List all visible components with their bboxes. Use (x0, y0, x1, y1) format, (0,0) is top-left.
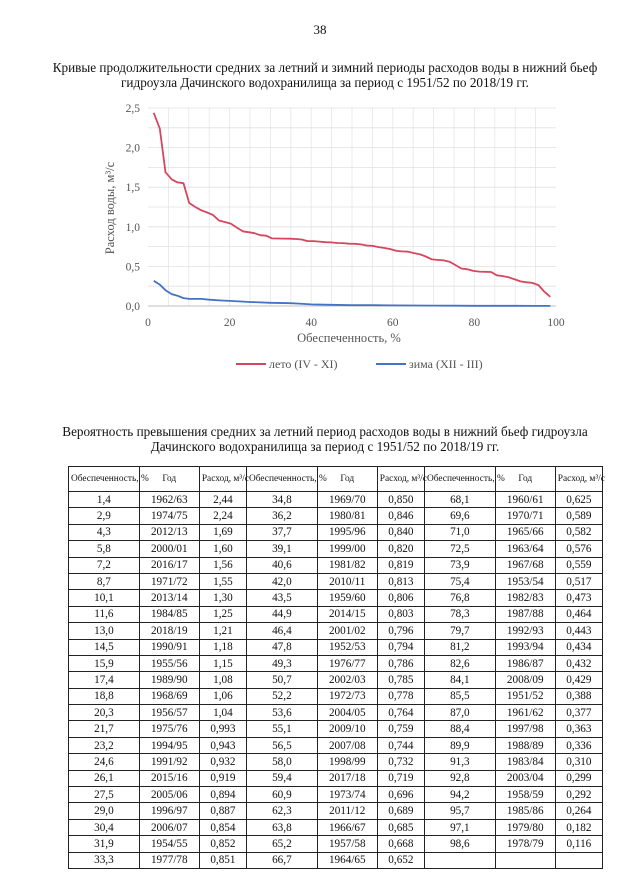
table-cell: 1980/81 (317, 508, 377, 524)
table-cell: 0,887 (199, 803, 246, 819)
y-tick-label: 0,0 (125, 301, 140, 313)
table-cell: 1,15 (199, 655, 246, 671)
table-cell: 4,3 (69, 524, 140, 540)
table-cell: 1983/84 (495, 754, 555, 770)
table-row (69, 639, 603, 655)
table-cell: 0,432 (555, 655, 602, 671)
table-cell: 0,576 (555, 541, 602, 557)
table-cell: 0,852 (199, 836, 246, 852)
page-number: 38 (313, 22, 327, 37)
table-row (69, 573, 603, 589)
table-row (69, 754, 603, 770)
table-cell: 0,696 (377, 787, 424, 803)
table-cell: 1,55 (199, 573, 246, 589)
table-cell: 1972/73 (317, 688, 377, 704)
table-cell: 0,292 (555, 787, 602, 803)
table-cell: 13,0 (69, 623, 140, 639)
table-cell: 75,4 (424, 573, 495, 589)
table-row (69, 688, 603, 704)
x-tick-label: 80 (468, 317, 481, 329)
x-tick-label: 0 (145, 317, 151, 329)
table-cell: 1960/61 (495, 492, 555, 508)
table-cell: 1981/82 (317, 557, 377, 573)
table-row (69, 770, 603, 786)
y-tick-label: 2,5 (125, 103, 140, 115)
y-tick-label: 0,5 (125, 261, 140, 274)
table-cell: 2014/15 (317, 606, 377, 622)
table-cell: 2,9 (69, 508, 140, 524)
table-cell: 1966/67 (317, 819, 377, 835)
table-cell: 1998/99 (317, 754, 377, 770)
table-cell: 0,685 (377, 819, 424, 835)
table-cell: 68,1 (424, 492, 495, 508)
table-cell: 2004/05 (317, 705, 377, 721)
table-cell: 1982/83 (495, 590, 555, 606)
table-cell: 0,764 (377, 705, 424, 721)
table-cell: 78,3 (424, 606, 495, 622)
table-cell: 81,2 (424, 639, 495, 655)
table-cell: 1951/52 (495, 688, 555, 704)
table-cell: 1985/86 (495, 803, 555, 819)
table-row (69, 623, 603, 639)
table-cell: 1992/93 (495, 623, 555, 639)
table-row (69, 737, 603, 753)
table-cell: 56,5 (246, 737, 317, 753)
table-cell: 1979/80 (495, 819, 555, 835)
table-cell: 1,25 (199, 606, 246, 622)
table-cell: 1967/68 (495, 557, 555, 573)
table-title: Вероятность превышения средних за летний период расходов воды в нижний бьеф гидроузла Дачинского водохранилища за период с 1951/52 по 2018/19 гг. (62, 424, 588, 454)
table-cell: 79,7 (424, 623, 495, 639)
table-cell: 1,4 (69, 492, 140, 508)
table-cell: 8,7 (69, 573, 140, 589)
table-cell: 0,732 (377, 754, 424, 770)
table-cell: 1,18 (199, 639, 246, 655)
table-cell: 39,1 (246, 541, 317, 557)
table-cell: 1997/98 (495, 721, 555, 737)
table-cell: 0,116 (555, 836, 602, 852)
table-cell: 58,0 (246, 754, 317, 770)
table-cell: 59,4 (246, 770, 317, 786)
table-cell: 46,4 (246, 623, 317, 639)
table-row (69, 606, 603, 622)
table-cell: 11,6 (69, 606, 140, 622)
table-cell: 1,69 (199, 524, 246, 540)
table-cell: 0,820 (377, 541, 424, 557)
table-header-cell: Год (139, 467, 199, 492)
table-cell: 0,517 (555, 573, 602, 589)
table-cell: 1956/57 (139, 705, 199, 721)
table-cell: 36,2 (246, 508, 317, 524)
table-cell: 2000/01 (139, 541, 199, 557)
table-cell (424, 852, 495, 868)
table-cell: 73,9 (424, 557, 495, 573)
table-row (69, 655, 603, 671)
table-cell: 7,2 (69, 557, 140, 573)
table-cell: 1999/00 (317, 541, 377, 557)
table-cell: 47,8 (246, 639, 317, 655)
x-tick-labels (145, 317, 565, 329)
table-cell: 5,8 (69, 541, 140, 557)
table-cell: 0,363 (555, 721, 602, 737)
probability-table (68, 466, 603, 869)
table-cell: 2005/06 (139, 787, 199, 803)
table-cell: 23,2 (69, 737, 140, 753)
table-cell: 2,24 (199, 508, 246, 524)
table-cell: 2011/12 (317, 803, 377, 819)
table-cell: 15,9 (69, 655, 140, 671)
table-cell: 52,2 (246, 688, 317, 704)
table-cell: 2003/04 (495, 770, 555, 786)
table-cell: 1996/97 (139, 803, 199, 819)
table-cell: 1963/64 (495, 541, 555, 557)
table-cell: 14,5 (69, 639, 140, 655)
table-header-row (69, 467, 603, 492)
table-cell: 1957/58 (317, 836, 377, 852)
table-cell: 18,8 (69, 688, 140, 704)
table-cell: 2017/18 (317, 770, 377, 786)
table-cell: 50,7 (246, 672, 317, 688)
table-cell: 1968/69 (139, 688, 199, 704)
table-cell: 0,299 (555, 770, 602, 786)
y-tick-label: 2,0 (125, 142, 140, 155)
table-cell: 60,9 (246, 787, 317, 803)
table-cell: 2018/19 (139, 623, 199, 639)
y-tick-labels (126, 103, 141, 313)
table-cell: 0,854 (199, 819, 246, 835)
table-cell: 97,1 (424, 819, 495, 835)
table-row (69, 524, 603, 540)
table-cell: 49,3 (246, 655, 317, 671)
table-cell: 0,182 (555, 819, 602, 835)
table-cell: 33,3 (69, 852, 140, 868)
table-cell: 0,840 (377, 524, 424, 540)
table-cell: 65,2 (246, 836, 317, 852)
table-cell: 1970/71 (495, 508, 555, 524)
table-cell: 0,473 (555, 590, 602, 606)
table-cell: 37,7 (246, 524, 317, 540)
table-cell: 0,689 (377, 803, 424, 819)
table-row (69, 852, 603, 868)
table-cell: 0,625 (555, 492, 602, 508)
table-row (69, 705, 603, 721)
table-cell: 0,719 (377, 770, 424, 786)
table-row (69, 557, 603, 573)
table-cell: 0,794 (377, 639, 424, 655)
table-cell: 87,0 (424, 705, 495, 721)
table-cell: 21,7 (69, 721, 140, 737)
table-cell: 1989/90 (139, 672, 199, 688)
x-axis-label: Обеспеченность, % (297, 331, 401, 345)
table-cell: 0,850 (377, 492, 424, 508)
table-cell: 0,796 (377, 623, 424, 639)
table-cell: 0,377 (555, 705, 602, 721)
table-cell: 89,9 (424, 737, 495, 753)
table-cell: 0,786 (377, 655, 424, 671)
table-cell: 24,6 (69, 754, 140, 770)
table-row (69, 590, 603, 606)
table-row (69, 672, 603, 688)
table-cell: 2002/03 (317, 672, 377, 688)
table-header-cell: Обеспеченность, % (246, 467, 317, 492)
table-cell: 92,8 (424, 770, 495, 786)
y-tick-label: 1,0 (125, 221, 140, 234)
table-cell: 72,5 (424, 541, 495, 557)
table-cell: 1974/75 (139, 508, 199, 524)
table-cell: 63,8 (246, 819, 317, 835)
table-cell: 0,993 (199, 721, 246, 737)
table-cell: 10,1 (69, 590, 140, 606)
table-cell: 2001/02 (317, 623, 377, 639)
table-row (69, 541, 603, 557)
table-cell: 20,3 (69, 705, 140, 721)
table-cell: 1962/63 (139, 492, 199, 508)
chart-legend (236, 357, 483, 371)
table-cell: 1,21 (199, 623, 246, 639)
table-cell: 2012/13 (139, 524, 199, 540)
table-cell: 1975/76 (139, 721, 199, 737)
table-row (69, 721, 603, 737)
table-cell: 53,6 (246, 705, 317, 721)
table-cell: 0,851 (199, 852, 246, 868)
table-cell: 1976/77 (317, 655, 377, 671)
table-cell: 1993/94 (495, 639, 555, 655)
table-cell: 1971/72 (139, 573, 199, 589)
table-cell: 91,3 (424, 754, 495, 770)
table-cell: 0,744 (377, 737, 424, 753)
table-body (69, 492, 603, 869)
table-cell: 17,4 (69, 672, 140, 688)
table-cell: 0,388 (555, 688, 602, 704)
table-cell: 62,3 (246, 803, 317, 819)
table-cell: 1,60 (199, 541, 246, 557)
table-cell: 1984/85 (139, 606, 199, 622)
table-cell: 0,668 (377, 836, 424, 852)
table-cell: 2006/07 (139, 819, 199, 835)
table-cell: 40,6 (246, 557, 317, 573)
table-cell: 0,932 (199, 754, 246, 770)
y-axis-label: Расход воды, м³/с (103, 161, 117, 255)
table-header-cell: Год (317, 467, 377, 492)
table-row (69, 508, 603, 524)
table-cell: 0,652 (377, 852, 424, 868)
table-cell: 98,6 (424, 836, 495, 852)
table-cell (555, 852, 602, 868)
table-cell: 2,44 (199, 492, 246, 508)
table-header-cell: Обеспеченность, % (424, 467, 495, 492)
table-row (69, 803, 603, 819)
table-cell: 0,806 (377, 590, 424, 606)
table-cell: 1977/78 (139, 852, 199, 868)
table-cell: 0,559 (555, 557, 602, 573)
table-cell: 0,336 (555, 737, 602, 753)
table-cell: 1965/66 (495, 524, 555, 540)
table-cell: 0,429 (555, 672, 602, 688)
legend-label: зима (XII - III) (409, 357, 483, 371)
table-cell: 1958/59 (495, 787, 555, 803)
table-header-cell: Расход, м³/с (377, 467, 424, 492)
table-cell: 2009/10 (317, 721, 377, 737)
table-cell: 1954/55 (139, 836, 199, 852)
table-cell: 55,1 (246, 721, 317, 737)
table-cell: 34,8 (246, 492, 317, 508)
table-cell: 42,0 (246, 573, 317, 589)
table-cell: 69,6 (424, 508, 495, 524)
table-cell: 26,1 (69, 770, 140, 786)
y-tick-label: 1,5 (125, 182, 140, 195)
table-cell: 1990/91 (139, 639, 199, 655)
table-cell: 71,0 (424, 524, 495, 540)
table-cell: 2015/16 (139, 770, 199, 786)
table-cell: 0,759 (377, 721, 424, 737)
table-row (69, 836, 603, 852)
table-cell: 0,846 (377, 508, 424, 524)
table-row (69, 492, 603, 508)
table-cell: 1,06 (199, 688, 246, 704)
table-cell: 1991/92 (139, 754, 199, 770)
table-cell: 0,778 (377, 688, 424, 704)
table-cell: 0,443 (555, 623, 602, 639)
table-cell: 0,785 (377, 672, 424, 688)
table-cell: 95,7 (424, 803, 495, 819)
table-cell: 27,5 (69, 787, 140, 803)
table-cell: 1988/89 (495, 737, 555, 753)
table-cell: 1986/87 (495, 655, 555, 671)
table-header-cell: Расход, м³/с (199, 467, 246, 492)
table-cell: 1,08 (199, 672, 246, 688)
table-row (69, 819, 603, 835)
table-cell: 2013/14 (139, 590, 199, 606)
table-row (69, 787, 603, 803)
duration-curve-chart (86, 96, 586, 386)
table-cell: 0,813 (377, 573, 424, 589)
table-cell: 1959/60 (317, 590, 377, 606)
table-cell (495, 852, 555, 868)
table-cell: 43,5 (246, 590, 317, 606)
table-cell: 0,434 (555, 639, 602, 655)
table-cell: 2010/11 (317, 573, 377, 589)
table-cell: 29,0 (69, 803, 140, 819)
table-cell: 1964/65 (317, 852, 377, 868)
table-cell: 1953/54 (495, 573, 555, 589)
table-cell: 44,9 (246, 606, 317, 622)
x-tick-label: 60 (387, 317, 399, 329)
x-tick-label: 20 (223, 317, 236, 329)
table-cell: 84,1 (424, 672, 495, 688)
table-cell: 30,4 (69, 819, 140, 835)
chart-title: Кривые продолжительности средних за летний и зимний периоды расходов воды в нижний бьеф гидроузла Дачинского водохранилища за период с 1951/52 по 2018/19 гг. (52, 60, 598, 90)
table-cell: 88,4 (424, 721, 495, 737)
table-cell: 0,803 (377, 606, 424, 622)
table-cell: 1961/62 (495, 705, 555, 721)
table-cell: 1978/79 (495, 836, 555, 852)
table-cell: 0,582 (555, 524, 602, 540)
table-cell: 0,943 (199, 737, 246, 753)
table-cell: 76,8 (424, 590, 495, 606)
table-cell: 2007/08 (317, 737, 377, 753)
table-cell: 0,264 (555, 803, 602, 819)
table-cell: 1,04 (199, 705, 246, 721)
table-cell: 0,310 (555, 754, 602, 770)
table-cell: 31,9 (69, 836, 140, 852)
table-cell: 2016/17 (139, 557, 199, 573)
table-header-cell: Обеспеченность, % (69, 467, 140, 492)
table-cell: 82,6 (424, 655, 495, 671)
table-cell: 2008/09 (495, 672, 555, 688)
table-cell: 0,919 (199, 770, 246, 786)
table-cell: 1,56 (199, 557, 246, 573)
table-cell: 1995/96 (317, 524, 377, 540)
table-cell: 0,589 (555, 508, 602, 524)
table-cell: 0,894 (199, 787, 246, 803)
table-cell: 66,7 (246, 852, 317, 868)
table-header-cell: Расход, м³/с (555, 467, 602, 492)
table-cell: 94,2 (424, 787, 495, 803)
table-cell: 0,819 (377, 557, 424, 573)
table-cell: 1973/74 (317, 787, 377, 803)
table-cell: 1,30 (199, 590, 246, 606)
table-cell: 1969/70 (317, 492, 377, 508)
table-cell: 1987/88 (495, 606, 555, 622)
table-cell: 1952/53 (317, 639, 377, 655)
table-cell: 1994/95 (139, 737, 199, 753)
x-tick-label: 100 (547, 317, 565, 329)
table-cell: 1955/56 (139, 655, 199, 671)
x-tick-label: 40 (305, 317, 317, 329)
table-cell: 85,5 (424, 688, 495, 704)
chart-grid (148, 108, 556, 306)
table-header-cell: Год (495, 467, 555, 492)
legend-label: лето (IV - XI) (269, 357, 338, 371)
table-cell: 0,464 (555, 606, 602, 622)
